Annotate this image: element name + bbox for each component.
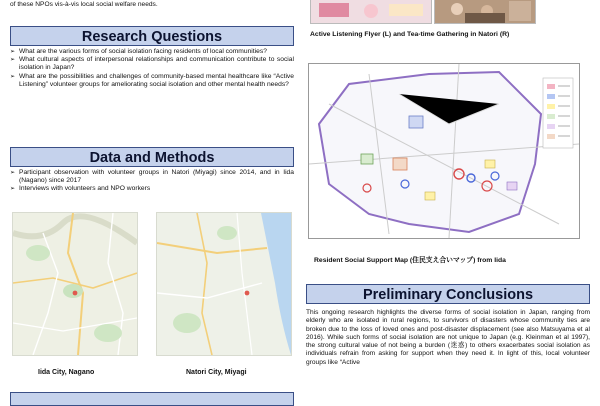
natori-map-caption: Natori City, Miyagi <box>186 369 247 376</box>
list-item: ➢ What are the various forms of social isolation facing residents of local communities? <box>10 48 294 56</box>
iida-map <box>12 212 138 356</box>
left-column <box>10 0 294 400</box>
tea-time-gathering-photo <box>434 0 536 24</box>
list-item: ➢ Participant observation with volunteer groups in Natori (Miyagi) since 2014, and in Iida (Nagano) since 2017 <box>10 169 294 185</box>
support-map <box>308 63 580 239</box>
list-item: ➢ Interviews with volunteers and NPO workers <box>10 185 294 193</box>
research-questions-header: Research Questions <box>10 26 294 46</box>
natori-map-graphic <box>157 213 291 355</box>
natori-map <box>156 212 292 356</box>
research-questions-list <box>10 48 294 89</box>
photos-caption: Active Listening Flyer (L) and Tea-time Gathering in Natori (R) <box>310 31 510 38</box>
support-map-graphic <box>309 64 579 238</box>
preliminary-conclusions-text: This ongoing research highlights the diverse forms of social isolation in Japan, ranging from elderly who are isolated in rural regions, to survivors of disasters whose community ties are broken due to the loss of loved ones and post-disaster displacement (see also Matsuyama et al 2016). While such forms of social isolation are not unique to Japan (e.g. Kleinman et al 1997), the strong cultural value of not being a burden (迷惑) to others exacerbates social isolation as individuals refrain from asking for support when they need it. In light of this, local volunteer groups like “Active <box>306 309 590 366</box>
list-item: ➢ What are the possibilities and challenges of community-based mental healthcare like “Active Listening” volunteer groups for ameliorating social isolation and other mental health needs? <box>10 73 294 89</box>
data-methods-header: Data and Methods <box>10 147 294 167</box>
list-item: ➢ What cultural aspects of interpersonal relationships and communication contribute to social isolation in Japan? <box>10 56 294 72</box>
data-methods-list <box>10 169 294 194</box>
gathering-graphic <box>435 0 535 23</box>
iida-map-caption: Iida City, Nagano <box>38 369 95 376</box>
research-questions-section <box>10 26 294 89</box>
iida-map-graphic <box>13 213 137 355</box>
data-methods-section <box>10 147 294 194</box>
right-column <box>306 0 590 400</box>
intro-fragment: of these NPOs vis-à-vis local social welfare needs. <box>10 1 158 8</box>
preliminary-conclusions-section <box>306 284 590 367</box>
preliminary-conclusions-header: Preliminary Conclusions <box>306 284 590 304</box>
flyer-graphic <box>311 0 431 23</box>
support-map-caption: Resident Social Support Map (住民支え合いマップ) from Iida <box>314 257 506 264</box>
next-section-header <box>10 392 294 406</box>
active-listening-flyer-photo <box>310 0 432 24</box>
